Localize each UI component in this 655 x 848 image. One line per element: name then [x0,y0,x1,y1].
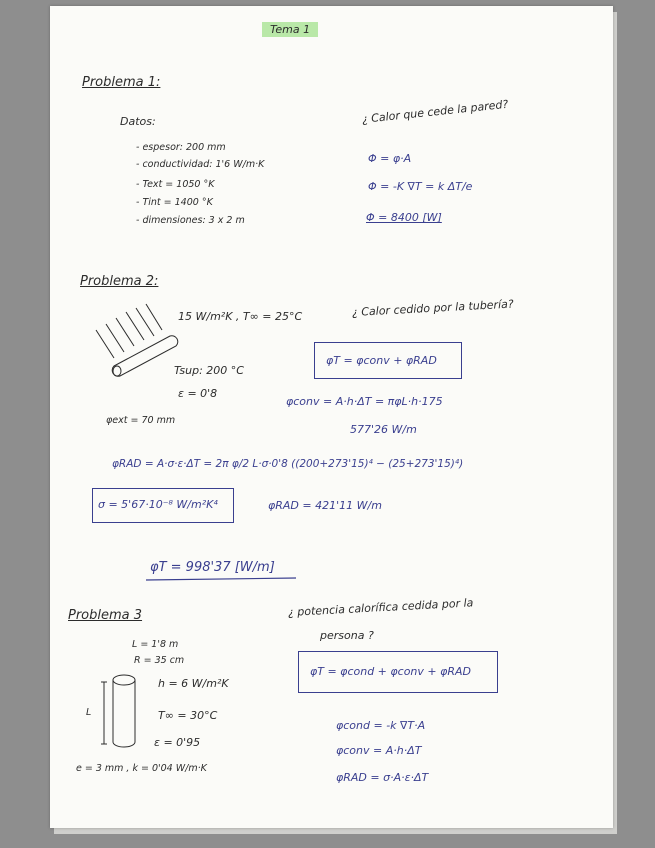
p2-diameter: φext = 70 mm [106,415,176,426]
dato-tint: - Tint = 1400 °K [136,197,213,208]
problem-3-heading: Problema 3 [68,608,143,623]
p2-total-equation: φT = φconv + φRAD [326,354,437,367]
dato-espesor: - espesor: 200 mm [136,142,226,153]
p2-conv-equation: φconv = A·h·ΔT = πφL·h·175 [286,395,443,408]
p3-length: L = 1'8 m [132,639,179,650]
p3-emissivity: ε = 0'95 [154,736,201,749]
problem-1-question: ¿ Calor que cede la pared? [361,97,509,126]
p3-conv-equation: φconv = A·h·ΔT [336,744,422,757]
p2-sigma: σ = 5'67·10⁻⁸ W/m²K⁴ [98,498,218,511]
problem-3-question-line1: ¿ potencia calorífica cedida por la [287,596,474,619]
p1-equation-1: Φ = φ·A [368,152,412,165]
p2-tsup: Tsup: 200 °C [174,364,244,377]
p2-conv-value: 577'26 W/m [350,423,417,436]
p3-rad-equation: φRAD = σ·A·ε·ΔT [336,771,429,784]
p2-rad-equation: φRAD = A·σ·ε·ΔT = 2π φ/2 L·σ·0'8 ((200+273'15)⁴ − (25+273'15)⁴) [112,458,464,470]
p3-thickness: e = 3 mm , k = 0'04 W/m·K [76,763,207,774]
page-title: Tema 1 [262,22,318,37]
p3-total-equation: φT = φcond + φconv + φRAD [310,665,472,678]
dato-text: - Text = 1050 °K [136,179,215,190]
p3-height-label: L [86,707,92,718]
pipe-radiation-diagram [92,300,182,390]
dato-dimensiones: - dimensiones: 3 x 2 m [136,215,245,226]
p3-h: h = 6 W/m²K [158,677,229,690]
cylinder-person-diagram [96,672,156,762]
p3-radius: R = 35 cm [134,655,185,666]
dato-conductividad: - conductividad: 1'6 W/m·K [136,159,265,170]
p2-emissivity: ε = 0'8 [178,387,218,400]
p3-cond-equation: φcond = -k ∇T·A [336,719,426,732]
datos-label: Datos: [120,115,156,128]
p2-rad-value: φRAD = 421'11 W/m [268,499,382,512]
p1-result: Φ = 8400 [W] [366,211,442,224]
p2-result-underline [146,578,306,590]
p1-equation-2: Φ = -K ∇T = k ΔT/e [368,180,473,193]
p2-total-result: φT = 998'37 [W/m] [150,560,275,575]
problem-3-question-line2: persona ? [320,629,374,642]
problem-2-heading: Problema 2: [80,274,159,289]
problem-2-question: ¿ Calor cedido por la tubería? [351,297,514,319]
problem-1-heading: Problema 1: [82,75,161,90]
p3-tinf: T∞ = 30°C [158,709,218,722]
p2-conditions: 15 W/m²K , T∞ = 25°C [178,310,303,323]
